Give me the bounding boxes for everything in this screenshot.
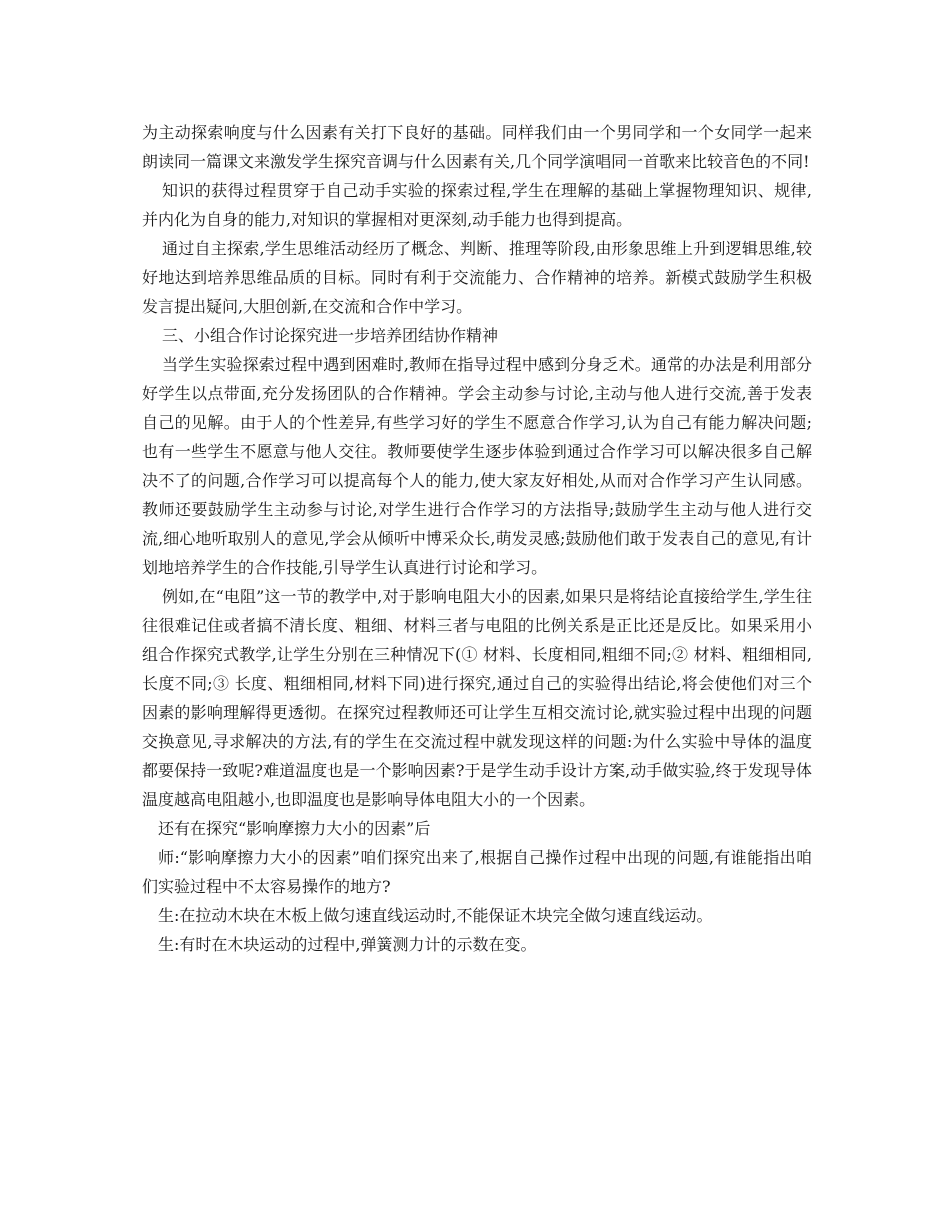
document-body <box>142 118 812 959</box>
paragraph-autonomous-exploration: 通过自主探索,学生思维活动经历了概念、判断、推理等阶段,由形象思维上升到逻辑思维,较好地达到培养思维品质的目标。同时有利于交流能力、合作精神的培养。新模式鼓励学生积极发言提出疑问,大胆创新,在交流和合作中学习。 <box>142 239 812 316</box>
paragraph-knowledge: 知识的获得过程贯穿于自己动手实验的探索过程,学生在理解的基础上掌握物理知识、规律,并内化为自身的能力,对知识的掌握相对更深刻,动手能力也得到提高。 <box>142 181 812 229</box>
section-heading: 三、小组合作讨论探究进一步培养团结协作精神 <box>162 326 499 345</box>
paragraph-group-cooperation: 当学生实验探索过程中遇到困难时,教师在指导过程中感到分身乏术。通常的办法是利用部分好学生以点带面,充分发扬团队的合作精神。学会主动参与讨论,主动与他人进行交流,善于发表自己的见解。由于人的个性差异,有些学习好的学生不愿意合作学习,认为自己有能力解决问题;也有一些学生不愿意与他人交往。教师要使学生逐步体验到通过合作学习可以解决很多自己解决不了的问题,合作学习可以提高每个人的能力,使大家友好相处,从而对合作学习产生认同感。教师还要鼓励学生主动参与讨论,对学生进行合作学习的方法指导;鼓励学生主动与他人进行交流,细心地听取别人的意见,学会从倾听中博采众长,萌发灵感;鼓励他们敢于发表自己的意见,有计划地培养学生的合作技能,引导学生认真进行讨论和学习。 <box>142 355 812 577</box>
paragraph-resistance-example: 例如,在“电阻”这一节的教学中,对于影响电阻大小的因素,如果只是将结论直接给学生,学生往往很难记住或者搞不清长度、粗细、材料三者与电阻的比例关系是正比还是反比。如果采用小组合作探究式教学,让学生分别在三种情况下(① 材料、长度相同,粗细不同;② 材料、粗细相同,长度不同;③ 长度、粗细相同,材料下同)进行探究,通过自己的实验得出结论,将会使他们对三个因素的影响理解得更透彻。在探究过程教师还可让学生互相交流讨论,就实验过程中出现的问题交换意见,寻求解决的方法,有的学生在交流过程中就发现这样的问题:为什么实验中导体的温度都要保持一致呢?难道温度也是一个影响因素?于是学生动手设计方案,动手做实验,终于发现导体温度越高电阻越小,也即温度也是影响导体电阻大小的一个因素。 <box>142 587 812 809</box>
dialogue-student-2: 生:有时在木块运动的过程中,弹簧测力计的示数在变。 <box>158 935 537 954</box>
paragraph-friction-intro: 还有在探究“影响摩擦力大小的因素”后 <box>158 819 431 838</box>
dialogue-teacher: 师:“影响摩擦力大小的因素”咱们探究出来了,根据自己操作过程中出现的问题,有谁能指出咱们实验过程中不太容易操作的地方? <box>142 848 812 896</box>
dialogue-student-1: 生:在拉动木块在木板上做匀速直线运动时,不能保证木块完全做匀速直线运动。 <box>158 906 713 925</box>
paragraph-intro: 为主动探索响度与什么因素有关打下良好的基础。同样我们由一个男同学和一个女同学一起来朗读同一篇课文来激发学生探究音调与什么因素有关,几个同学演唱同一首歌来比较音色的不同! <box>142 123 812 171</box>
